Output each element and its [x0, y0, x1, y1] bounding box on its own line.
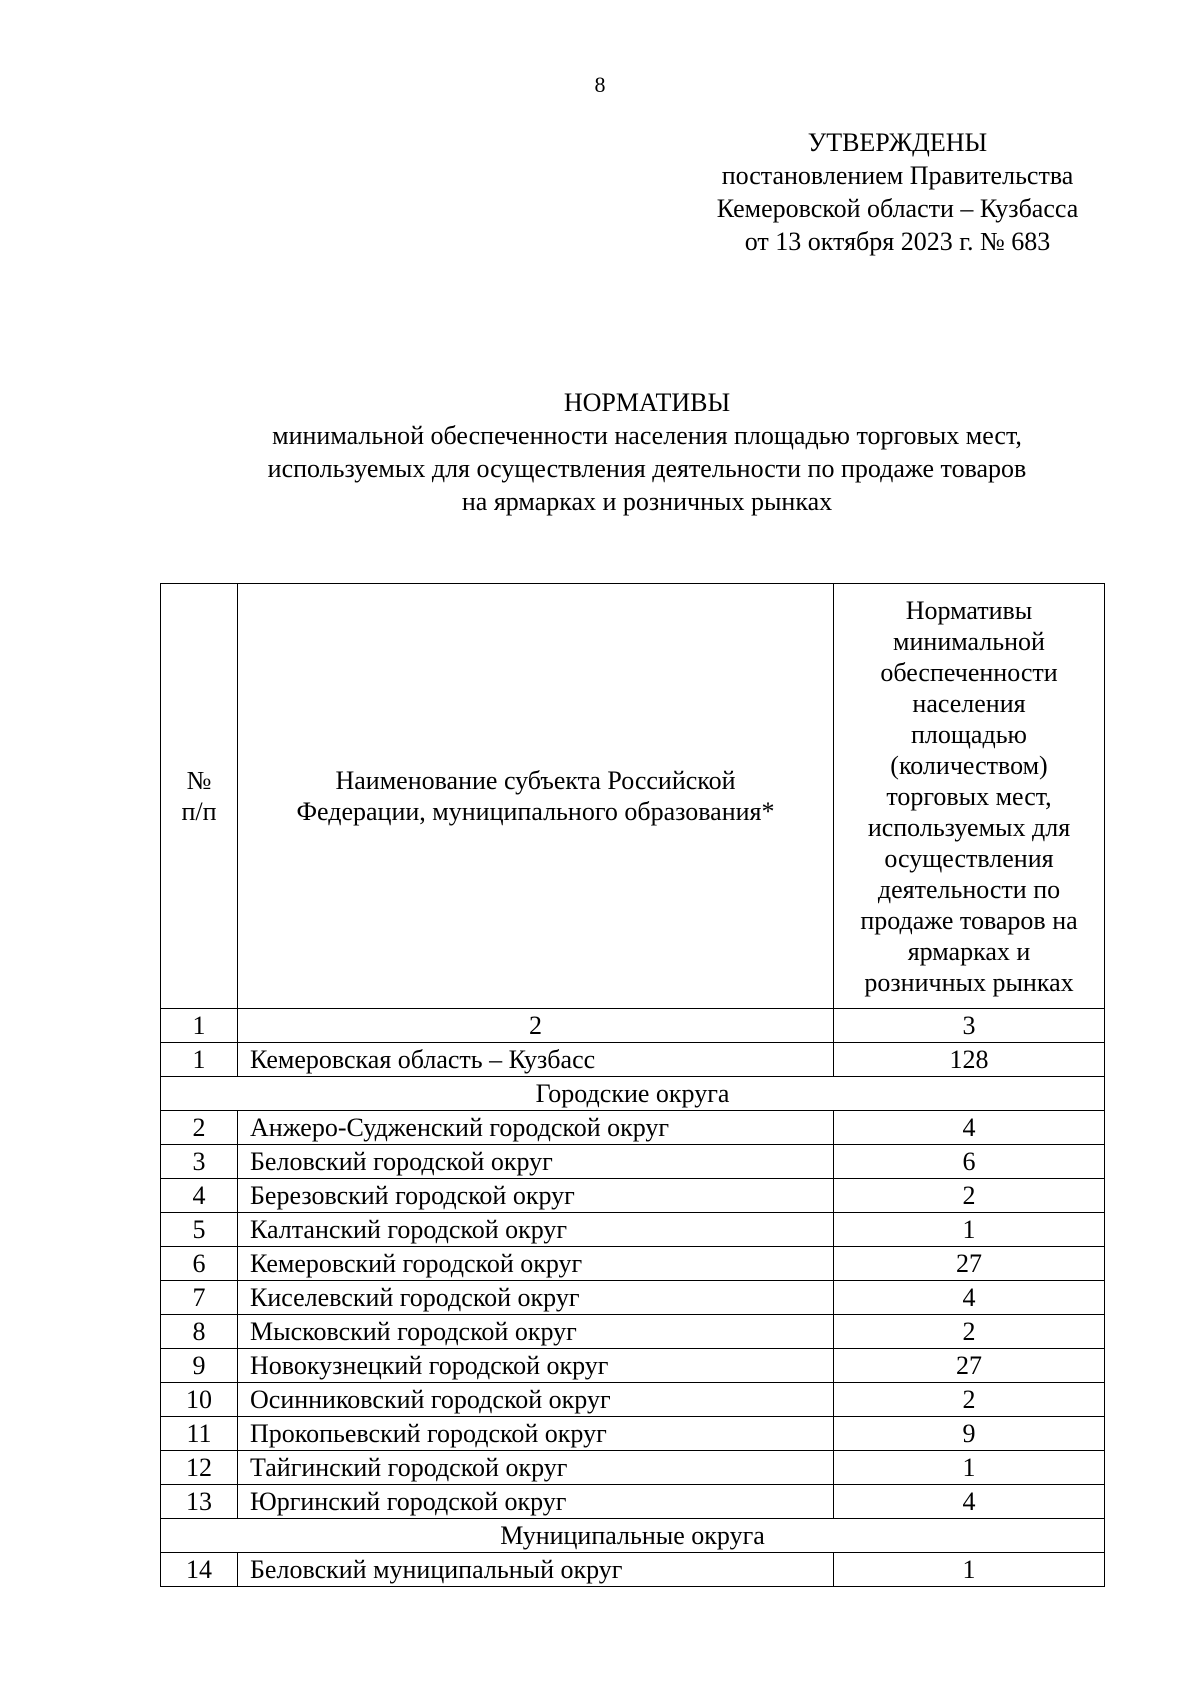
row-name: Осинниковский городской округ	[238, 1383, 834, 1417]
table-row	[161, 1111, 1105, 1145]
table-row	[161, 1179, 1105, 1213]
row-value: 27	[834, 1349, 1105, 1383]
table-row	[161, 1383, 1105, 1417]
approval-line: от 13 октября 2023 г. № 683	[744, 227, 1051, 256]
row-number: 10	[161, 1383, 238, 1417]
row-value: 4	[834, 1111, 1105, 1145]
document-subtitle-line: минимальной обеспеченности населения площадью торговых мест,	[272, 421, 1022, 450]
header-norm-line: розничных рынках	[864, 967, 1074, 997]
row-number: 3	[161, 1145, 238, 1179]
column-numbers-row	[161, 1009, 1105, 1043]
table-row	[161, 1247, 1105, 1281]
norms-table	[160, 583, 1105, 1587]
row-number: 7	[161, 1281, 238, 1315]
row-name: Анжеро-Судженский городской округ	[238, 1111, 834, 1145]
row-name: Березовский городской округ	[238, 1179, 834, 1213]
row-number: 8	[161, 1315, 238, 1349]
row-name: Мысковский городской округ	[238, 1315, 834, 1349]
header-norm-line: минимальной	[893, 626, 1045, 656]
row-value: 2	[834, 1179, 1105, 1213]
section-row	[161, 1519, 1105, 1553]
row-value: 6	[834, 1145, 1105, 1179]
header-norm-line: обеспеченности	[880, 657, 1058, 687]
row-name: Кемеровская область – Кузбасс	[238, 1043, 834, 1077]
header-norm-line: Нормативы	[905, 595, 1033, 625]
header-number-line: №	[186, 766, 212, 795]
row-number: 1	[161, 1043, 238, 1077]
approval-stamp	[680, 126, 1115, 258]
document-heading	[160, 386, 1134, 518]
approval-line: постановлением Правительства	[721, 161, 1074, 190]
table-row	[161, 1213, 1105, 1247]
approval-line: УТВЕРЖДЕНЫ	[807, 128, 988, 157]
header-norm-line: ярмарках и	[907, 936, 1031, 966]
row-name: Новокузнецкий городской округ	[238, 1349, 834, 1383]
row-name: Юргинский городской округ	[238, 1485, 834, 1519]
row-number: 5	[161, 1213, 238, 1247]
row-value: 2	[834, 1315, 1105, 1349]
table-row	[161, 1451, 1105, 1485]
row-number: 2	[161, 1111, 238, 1145]
row-value: 27	[834, 1247, 1105, 1281]
row-value: 2	[834, 1383, 1105, 1417]
column-number-cell: 3	[834, 1009, 1105, 1043]
norms-table-body	[161, 584, 1105, 1587]
row-number: 4	[161, 1179, 238, 1213]
table-row	[161, 1417, 1105, 1451]
table-row	[161, 1485, 1105, 1519]
document-subtitle-line: используемых для осуществления деятельности по продаже товаров	[267, 454, 1027, 483]
row-name: Беловский городской округ	[238, 1145, 834, 1179]
header-norm-line: продаже товаров на	[860, 905, 1078, 935]
header-norm-line: (количеством)	[890, 750, 1048, 780]
row-value: 9	[834, 1417, 1105, 1451]
section-row	[161, 1077, 1105, 1111]
header-norm-line: площадью	[911, 719, 1027, 749]
row-value: 1	[834, 1553, 1105, 1587]
table-row	[161, 1553, 1105, 1587]
row-name: Тайгинский городской округ	[238, 1451, 834, 1485]
row-name: Калтанский городской округ	[238, 1213, 834, 1247]
table-row	[161, 1281, 1105, 1315]
table-row	[161, 1315, 1105, 1349]
row-name: Прокопьевский городской округ	[238, 1417, 834, 1451]
page-number: 8	[594, 72, 606, 97]
table-row	[161, 1043, 1105, 1077]
document-subtitle-line: на ярмарках и розничных рынках	[461, 487, 833, 516]
header-norm-line: деятельности по	[877, 874, 1061, 904]
table-row	[161, 1145, 1105, 1179]
row-value: 1	[834, 1213, 1105, 1247]
header-number-line: п/п	[181, 797, 217, 826]
row-value: 4	[834, 1485, 1105, 1519]
header-name-cell	[238, 584, 834, 1009]
header-norm-line: торговых мест,	[886, 781, 1052, 811]
row-number: 11	[161, 1417, 238, 1451]
table-header-row	[161, 584, 1105, 1009]
approval-line: Кемеровской области – Кузбасса	[716, 194, 1079, 223]
row-number: 14	[161, 1553, 238, 1587]
header-norm-line: осуществления	[884, 843, 1054, 873]
header-norm-line: используемых для	[867, 812, 1071, 842]
row-value: 1	[834, 1451, 1105, 1485]
column-number-cell: 2	[238, 1009, 834, 1043]
column-number-cell: 1	[161, 1009, 238, 1043]
row-value: 4	[834, 1281, 1105, 1315]
row-number: 13	[161, 1485, 238, 1519]
row-name: Кемеровский городской округ	[238, 1247, 834, 1281]
header-number-cell	[161, 584, 238, 1009]
header-norm-line: населения	[912, 688, 1026, 718]
row-number: 6	[161, 1247, 238, 1281]
row-number: 9	[161, 1349, 238, 1383]
table-row	[161, 1349, 1105, 1383]
row-value: 128	[834, 1043, 1105, 1077]
header-name-line: Наименование субъекта Российской	[335, 766, 736, 795]
row-name: Киселевский городской округ	[238, 1281, 834, 1315]
header-name-line: Федерации, муниципального образования*	[296, 797, 775, 826]
row-name: Беловский муниципальный округ	[238, 1553, 834, 1587]
row-number: 12	[161, 1451, 238, 1485]
section-heading-municipal: Муниципальные округа	[161, 1519, 1105, 1553]
section-heading-urban: Городские округа	[161, 1077, 1105, 1111]
header-norm-cell	[834, 584, 1105, 1009]
document-title: НОРМАТИВЫ	[563, 388, 731, 417]
